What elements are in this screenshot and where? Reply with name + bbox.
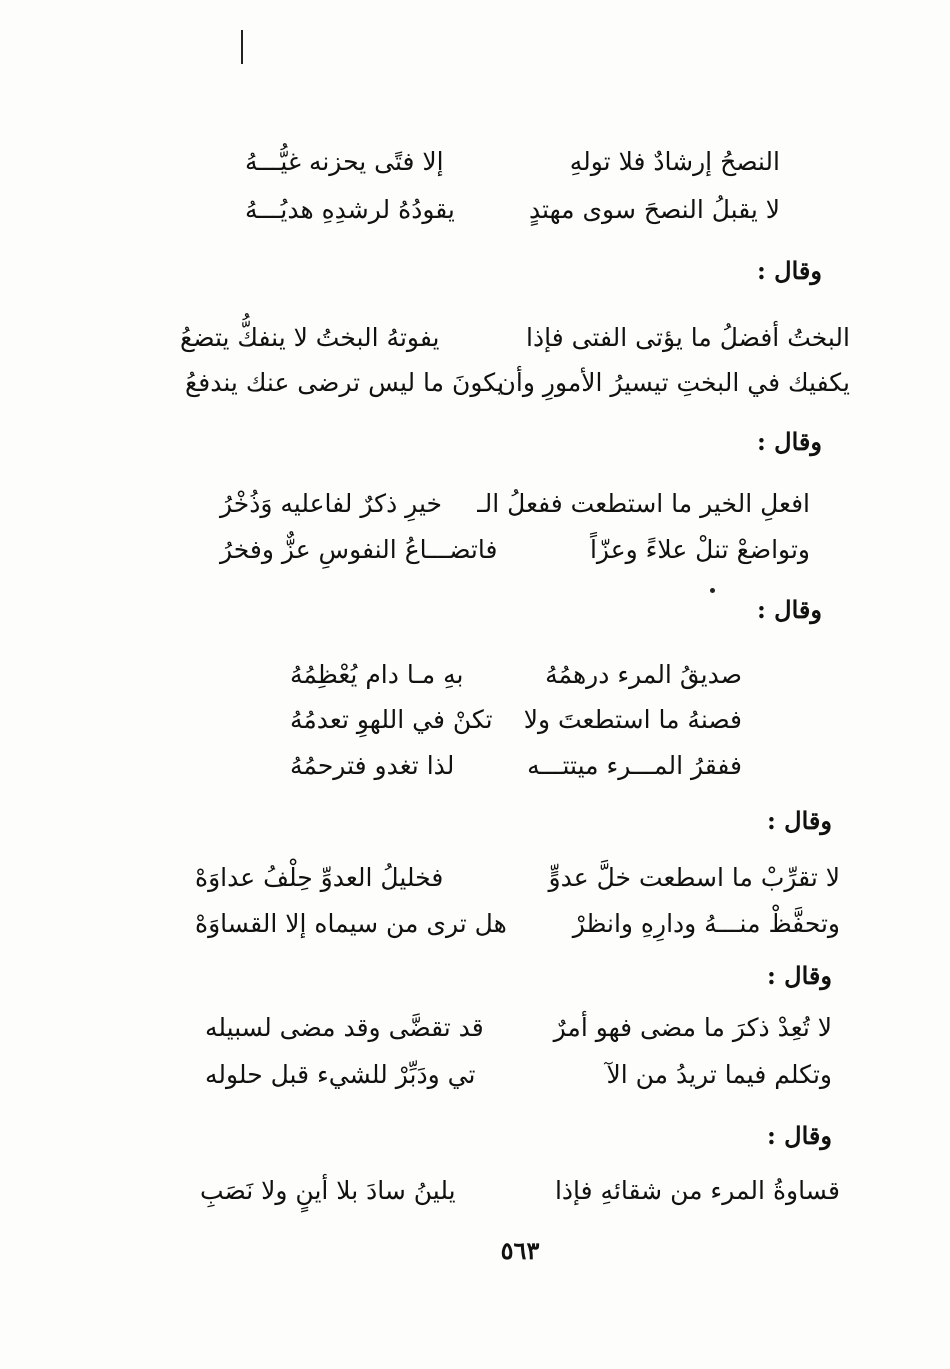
verse-right-hemistich: وتكلم فيما تريدُ من الآ bbox=[606, 1060, 832, 1089]
verse-right-hemistich: فصنهُ ما استطعتَ ولا bbox=[523, 705, 742, 734]
verse-left-hemistich: إلا فتًى يحزنه غيُّـــهُ bbox=[245, 147, 444, 176]
verse-left-hemistich: تي ودَبِّرْ للشيء قبل حلوله bbox=[205, 1060, 476, 1089]
verse-left-hemistich: يفوتهُ البختُ لا ينفكُّ يتضعُ bbox=[180, 323, 440, 352]
verse-left-hemistich: لذا تغدو فترحمُهُ bbox=[290, 751, 455, 780]
verse-right-hemistich: لا تقرِّبْ ما اسطعت خلَّ عدوٍّ bbox=[548, 863, 840, 892]
verse-left-hemistich: فخليلُ العدوِّ حِلْفُ عداوَهْ bbox=[195, 863, 444, 892]
verse-left-hemistich: فاتضـــاعُ النفوسِ عزٌّ وفخرُ bbox=[220, 535, 498, 564]
page-number: ٥٦٣ bbox=[500, 1236, 540, 1265]
verse-right-hemistich: البختُ أفضلُ ما يؤتى الفتى فإذا bbox=[526, 323, 850, 352]
verse-left-hemistich: تكنْ في اللهوِ تعدمُهُ bbox=[290, 705, 493, 734]
verse-right-hemistich: وتواضعْ تنلْ علاءً وعزّاً bbox=[589, 535, 810, 564]
section-heading: وقال : bbox=[766, 806, 832, 835]
section-heading: وقال : bbox=[756, 595, 822, 624]
verse-right-hemistich: وتحفَّظْ منـــهُ ودارِهِ وانظرْ bbox=[572, 909, 840, 938]
section-heading: وقال : bbox=[766, 961, 832, 990]
section-heading: وقال : bbox=[756, 256, 822, 285]
verse-left-hemistich: يلينُ سادَ بلا أينٍ ولا نَصَبِ bbox=[200, 1176, 456, 1205]
verse-left-hemistich: قد تقضَّى وقد مضى لسبيله bbox=[205, 1013, 484, 1042]
section-heading: وقال : bbox=[756, 427, 822, 456]
verse-right-hemistich: افعلِ الخير ما استطعت ففعلُ الـ bbox=[477, 489, 810, 518]
section-heading: وقال : bbox=[766, 1121, 832, 1150]
verse-right-hemistich: لا تُعِدْ ذكرَ ما مضى فهو أمرٌ bbox=[553, 1013, 832, 1042]
verse-right-hemistich: ففقرُ المـــرء ميتتـــه bbox=[527, 751, 742, 780]
verse-left-hemistich: هل ترى من سيماه إلا القساوَهْ bbox=[195, 909, 507, 938]
page-edge-mark bbox=[241, 30, 243, 64]
ink-dot bbox=[710, 588, 715, 593]
verse-right-hemistich: قساوةُ المرء من شقائهِ فإذا bbox=[554, 1176, 840, 1205]
verse-left-hemistich: يقودُهُ لرشدِهِ هديُـــهُ bbox=[245, 195, 455, 224]
verse-right-hemistich: صديقُ المرء درهمُهُ bbox=[545, 660, 742, 689]
verse-left-hemistich: بهِ مـا دام يُعْظِمُهُ bbox=[290, 660, 464, 689]
verse-left-hemistich: خيرِ ذكرٌ لفاعليه وَذُخْرُ bbox=[220, 489, 442, 518]
verse-right-hemistich: يكفيك في البختِ تيسيرُ الأمورِ وأن bbox=[497, 368, 850, 397]
verse-right-hemistich: النصحُ إرشادٌ فلا تولهِ bbox=[569, 147, 780, 176]
verse-left-hemistich: يكونَ ما ليس ترضى عنك يندفعُ bbox=[185, 368, 505, 397]
verse-right-hemistich: لا يقبلُ النصحَ سوى مهتدٍ bbox=[528, 195, 780, 224]
